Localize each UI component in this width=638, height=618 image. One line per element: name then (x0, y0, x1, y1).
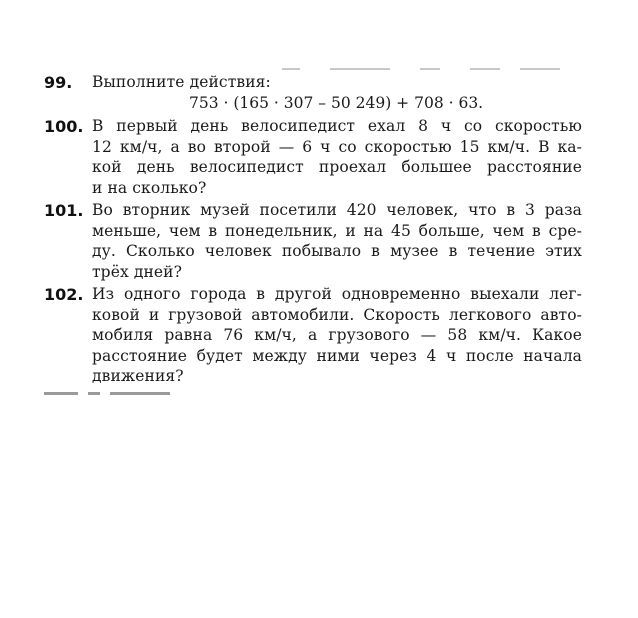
problem-text (92, 72, 582, 93)
problem-number: 99. (44, 73, 73, 92)
problem-line: 12 км/ч, а во второй — 6 ч со скоростью 15 км/ч. В ка- (92, 137, 582, 156)
math-expression: 753 · (165 · 307 – 50 249) + 708 · 63. (189, 94, 484, 112)
problem-line: ду. Сколько человек побывало в музее в течение этих (92, 242, 582, 260)
problem-number: 101. (44, 201, 84, 220)
problem-line: меньше, чем в понедельник, и на 45 больше, чем в сре- (92, 221, 582, 240)
problem-line: расстояние будет между ними через 4 ч после начала (92, 346, 582, 365)
problem-line: мобиля равна 76 км/ч, а грузового — 58 км/ч. Какое (92, 326, 582, 344)
problem-line: движения? (92, 367, 184, 385)
problem-line: и на сколько? (92, 178, 207, 197)
problem-line: ковой и грузовой автомобили. Скорость легкового авто- (92, 305, 582, 324)
problem-text (92, 200, 582, 282)
problem-line: кой день велосипедист проехал большее расстояние (92, 158, 582, 176)
scan-artifact (520, 68, 560, 70)
problem-number: 100. (44, 117, 84, 136)
scan-artifact (420, 68, 440, 70)
problem-line: трёх дней? (92, 262, 183, 281)
problem-line: Во вторник музей посетили 420 человек, что в 3 раза (92, 201, 582, 219)
problem-line: Выполните действия: (92, 73, 271, 91)
problem-line: Из одного города в другой одновременно выехали лег- (92, 285, 582, 303)
problem-number: 102. (44, 285, 84, 304)
scan-artifact (330, 68, 390, 70)
cropped-text-remnant (44, 392, 204, 395)
problem-line: В первый день велосипедист ехал 8 ч со скоростью (92, 117, 582, 135)
scan-artifact (282, 68, 300, 70)
scan-artifact (470, 68, 500, 70)
problem-text (92, 116, 582, 198)
problem-text (92, 284, 582, 387)
